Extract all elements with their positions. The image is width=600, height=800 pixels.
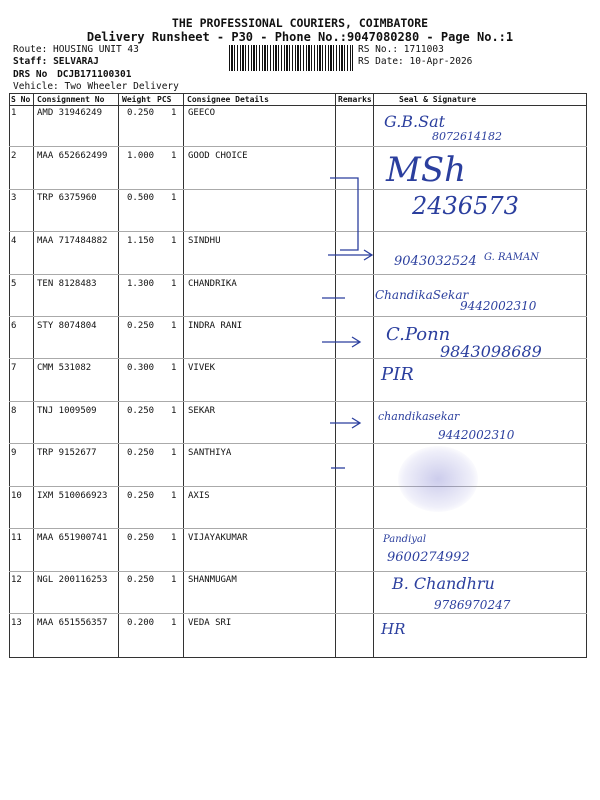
cell-pcs: 1 (171, 151, 177, 161)
cell-consignee: SANTHIYA (188, 448, 232, 458)
cell-sno: 11 (11, 533, 22, 543)
cell-consignment: MAA 717484882 (37, 236, 108, 246)
cell-sno: 6 (11, 321, 17, 331)
cell-consignment: NGL 200116253 (37, 575, 108, 585)
arrow-mark (330, 418, 360, 428)
cell-weight: 0.250 (127, 533, 155, 543)
phone-row6: 9843098689 (440, 342, 542, 361)
cell-pcs: 1 (171, 406, 177, 416)
header-remarks: Remarks (338, 95, 372, 104)
cell-consignee: INDRA RANI (188, 321, 243, 331)
sign-row1: G.B.Sat (384, 112, 446, 131)
cell-consignee: CHANDRIKA (188, 279, 237, 289)
cell-consignment: IXM 510066923 (37, 491, 108, 501)
cell-consignment: TNJ 1009509 (37, 406, 97, 416)
sign-row2: MSh (386, 150, 467, 190)
drs-value: DCJB171100301 (57, 69, 132, 80)
name-row4: G. RAMAN (484, 252, 539, 263)
cell-consignee: GEECO (188, 108, 216, 118)
sign-row5: ChandikaSekar (375, 288, 469, 302)
cell-consignment: TRP 9152677 (37, 448, 97, 458)
phone-row12: 9786970247 (434, 598, 511, 612)
cell-sno: 5 (11, 279, 17, 289)
cell-sno: 10 (11, 491, 22, 501)
sign-row11: Pandiyal (383, 534, 427, 545)
cell-consignee: SINDHU (188, 236, 221, 246)
cell-weight: 1.000 (127, 151, 155, 161)
cell-consignee: VEDA SRI (188, 618, 232, 628)
staff-label: Staff: (13, 56, 48, 67)
phone-row1: 8072614182 (432, 130, 502, 143)
arrow-mark (328, 250, 372, 260)
cell-pcs: 1 (171, 575, 177, 585)
header-consignee: Consignee Details (187, 95, 269, 104)
route-label: Route: HOUSING UNIT 43 (13, 44, 139, 55)
cell-pcs: 1 (171, 236, 177, 246)
header-seal: Seal & Signature (399, 95, 477, 104)
cell-weight: 0.250 (127, 448, 155, 458)
cell-weight: 0.250 (127, 575, 155, 585)
cell-weight: 0.200 (127, 618, 155, 628)
cell-pcs: 1 (171, 491, 177, 501)
cell-pcs: 1 (171, 363, 177, 373)
phone-row8: 9442002310 (438, 428, 515, 442)
cell-sno: 9 (11, 448, 17, 458)
cell-consignee: VIJAYAKUMAR (188, 533, 248, 543)
number-row3: 2436573 (412, 192, 519, 220)
phone-row4: 9043032524 (394, 254, 477, 269)
cell-sno: 7 (11, 363, 17, 373)
company-title: THE PROFESSIONAL COURIERS, COIMBATORE (171, 16, 429, 30)
delivery-stamp (398, 446, 478, 512)
cell-consignment: CMM 531082 (37, 363, 92, 373)
cell-pcs: 1 (171, 321, 177, 331)
cell-consignee: SEKAR (188, 406, 216, 416)
cell-weight: 0.300 (127, 363, 155, 373)
cell-consignment: TEN 8128483 (37, 279, 97, 289)
sign-row6: C.Ponn (386, 324, 451, 345)
cell-sno: 4 (11, 236, 17, 246)
header-sno: S No (11, 95, 31, 104)
cell-weight: 1.150 (127, 236, 155, 246)
cell-pcs: 1 (171, 193, 177, 203)
sign-row8: chandikasekar (378, 410, 460, 423)
sign-row12: B. Chandhru (392, 574, 495, 593)
bracket-mark (330, 178, 358, 250)
cell-consignment: STY 8074804 (37, 321, 97, 331)
cell-weight: 0.250 (127, 491, 155, 501)
header-weight: Weight (122, 95, 151, 104)
rs-date: RS Date: 10-Apr-2026 (358, 56, 473, 67)
cell-consignee: AXIS (188, 491, 210, 501)
arrow-mark (322, 337, 360, 347)
cell-sno: 2 (11, 151, 17, 161)
vehicle-label: Vehicle: Two Wheeler Delivery (13, 81, 179, 92)
runsheet-subtitle: Delivery Runsheet - P30 - Phone No.:9047080280 - Page No.:1 (86, 30, 514, 44)
cell-consignment: TRP 6375960 (37, 193, 97, 203)
cell-consignment: MAA 652662499 (37, 151, 108, 161)
cell-pcs: 1 (171, 279, 177, 289)
cell-consignment: MAA 651900741 (37, 533, 108, 543)
cell-pcs: 1 (171, 448, 177, 458)
cell-pcs: 1 (171, 618, 177, 628)
sign-row7: PIR (381, 364, 414, 385)
cell-pcs: 1 (171, 108, 177, 118)
cell-consignee: VIVEK (188, 363, 216, 373)
staff-value: SELVARAJ (53, 56, 99, 67)
cell-sno: 12 (11, 575, 22, 585)
header-consignment: Consignment No (37, 95, 105, 104)
cell-weight: 0.500 (127, 193, 155, 203)
cell-weight: 0.250 (127, 108, 155, 118)
cell-consignee: GOOD CHOICE (188, 151, 248, 161)
cell-pcs: 1 (171, 533, 177, 543)
cell-consignee: SHANMUGAM (188, 575, 237, 585)
cell-weight: 0.250 (127, 406, 155, 416)
sign-row13: HR (381, 620, 406, 638)
cell-sno: 3 (11, 193, 17, 203)
cell-consignment: AMD 31946249 (37, 108, 103, 118)
header-pcs: PCS (157, 95, 172, 104)
cell-sno: 8 (11, 406, 17, 416)
cell-weight: 1.300 (127, 279, 155, 289)
phone-row11: 9600274992 (387, 550, 470, 565)
cell-weight: 0.250 (127, 321, 155, 331)
drs-label: DRS No (13, 69, 48, 80)
cell-consignment: MAA 651556357 (37, 618, 108, 628)
phone-row5: 9442002310 (460, 299, 537, 313)
cell-sno: 13 (11, 618, 22, 628)
cell-sno: 1 (11, 108, 17, 118)
rs-number: RS No.: 1711003 (358, 44, 444, 55)
